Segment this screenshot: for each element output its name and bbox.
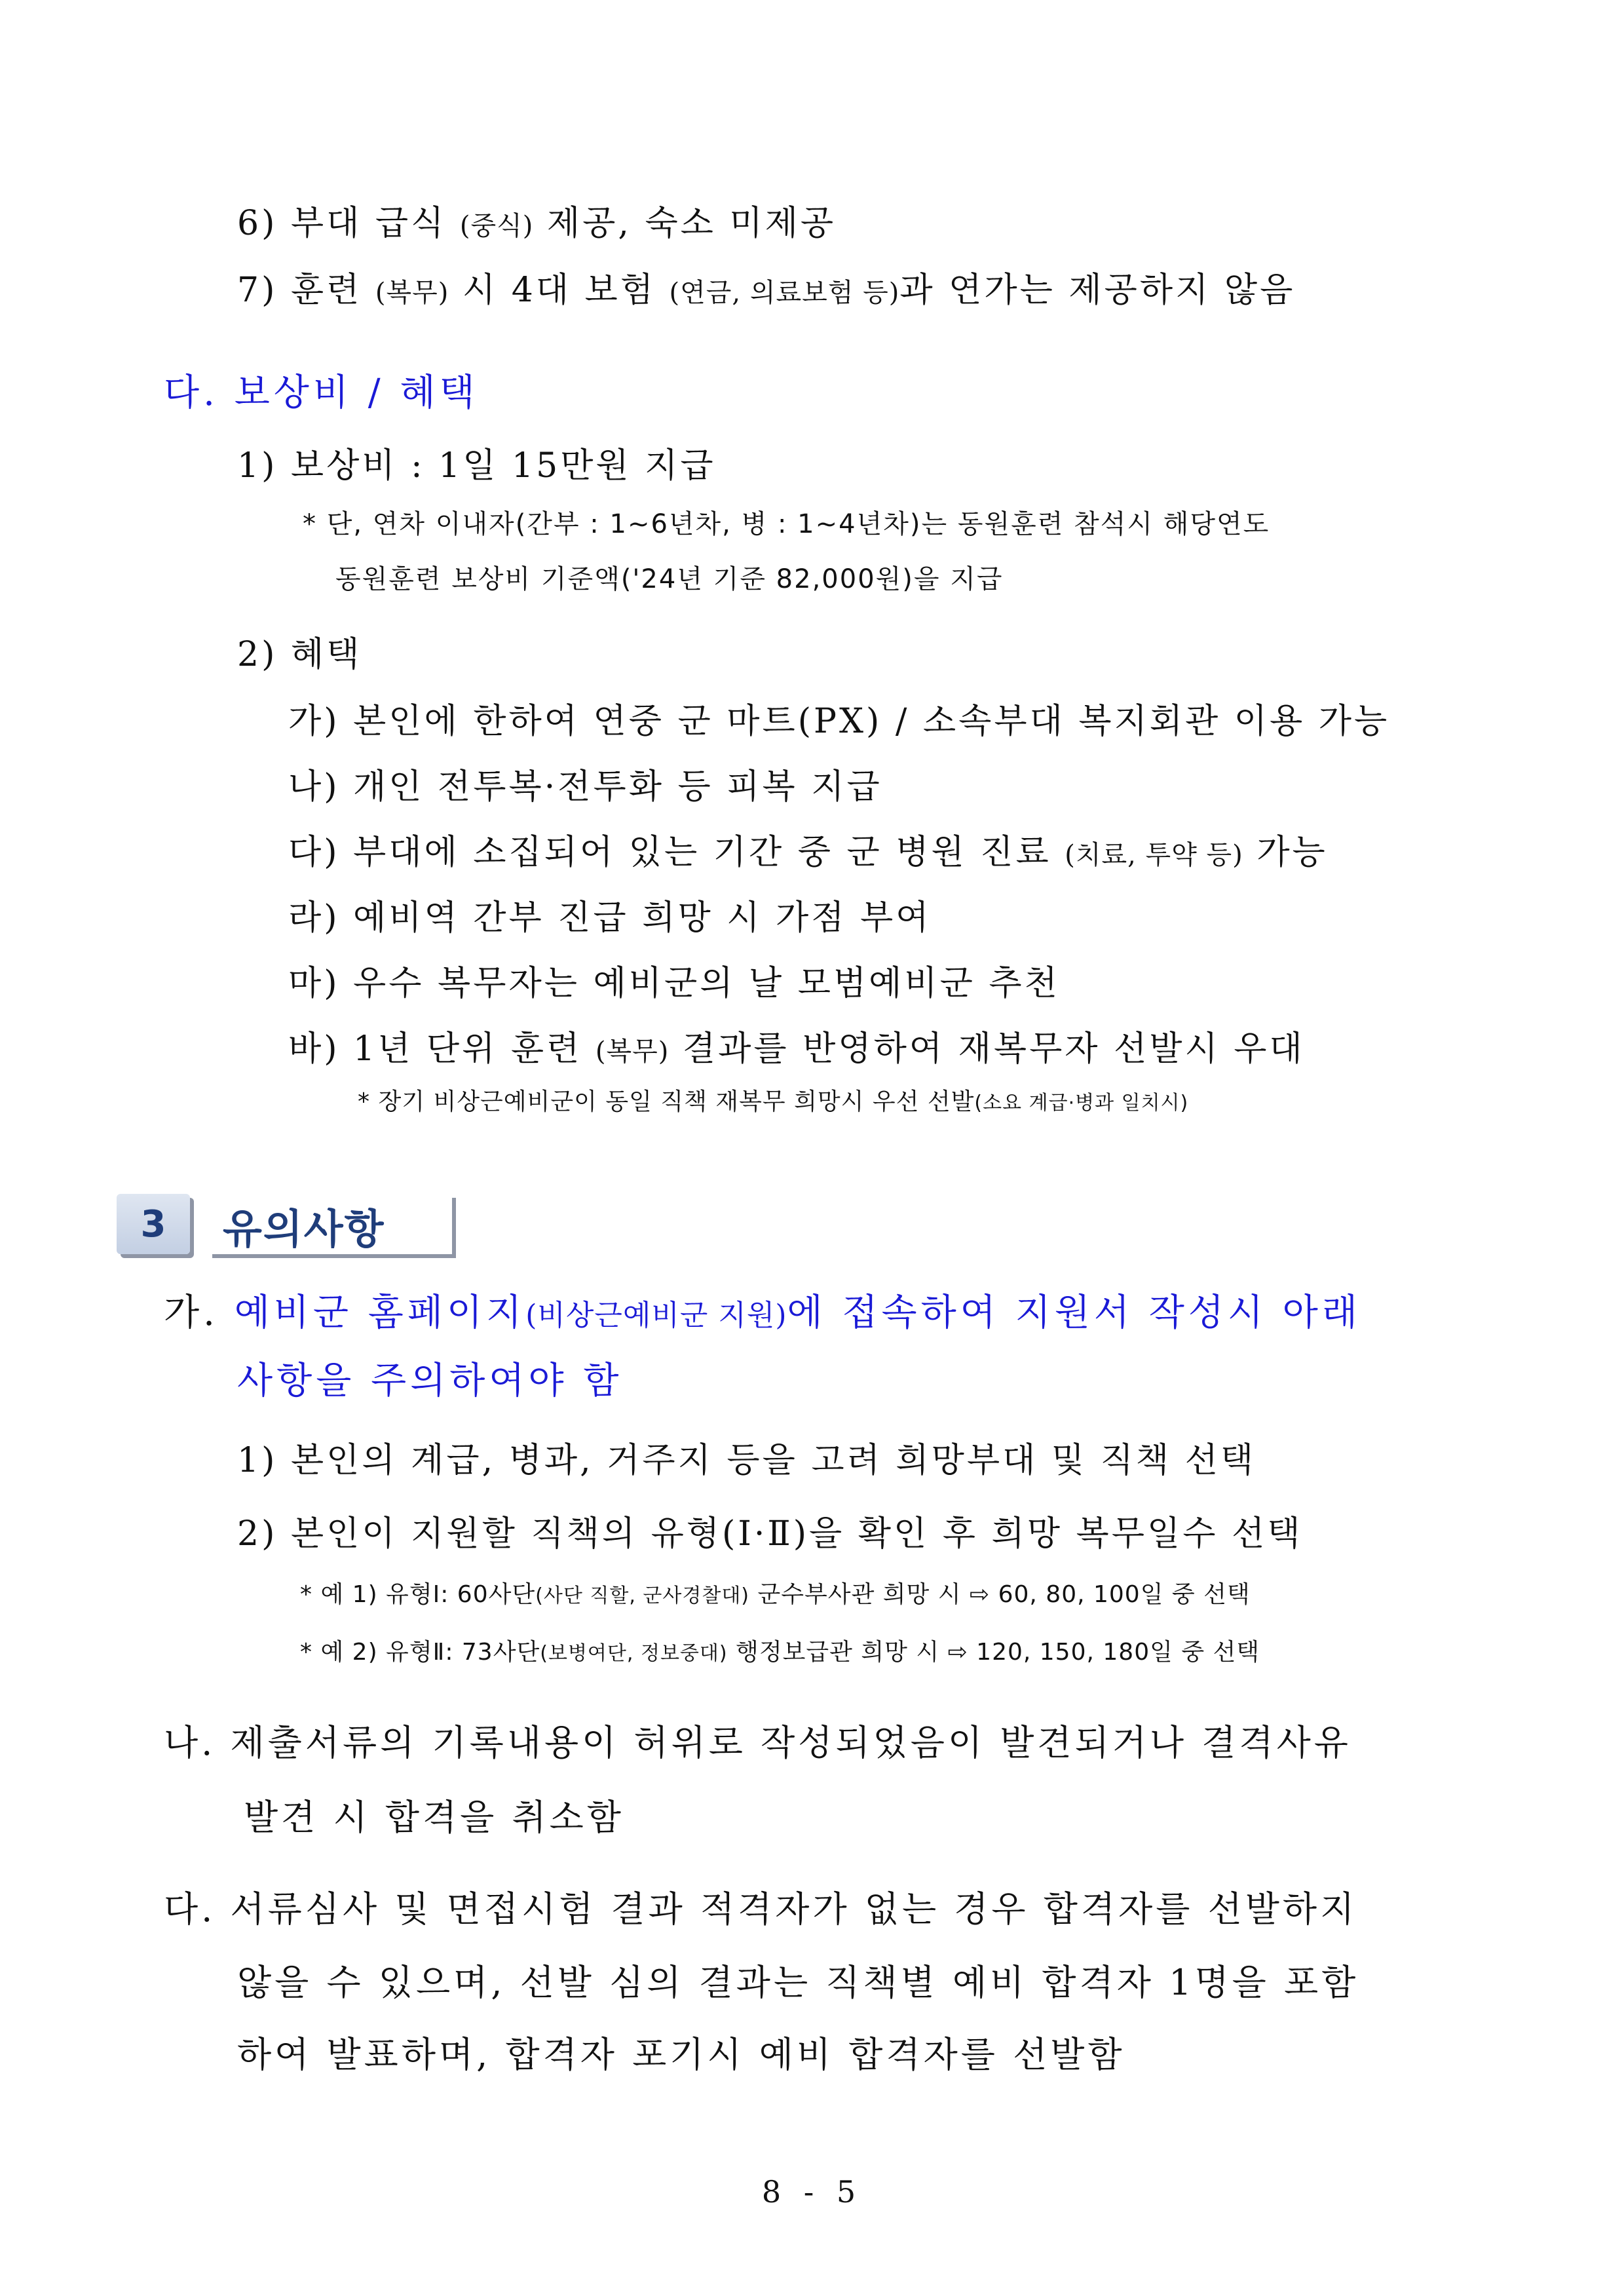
- pay-note-line2: 동원훈련 보상비 기준액('24년 기준 82,000원)을 지급: [335, 564, 1004, 594]
- caution-b-line1: 나. 제출서류의 기록내용이 허위로 작성되었음이 발견되거나 결격사유: [164, 1722, 1351, 1763]
- caution-a-main: 예비군 홈페이지: [234, 1292, 526, 1334]
- benefit-d: 라) 예비역 간부 진급 희망 시 가점 부여: [288, 898, 932, 938]
- pay-item: 1) 보상비 : 1일 15만원 지급: [237, 446, 716, 486]
- compensation-heading: 다. 보상비 / 혜택: [164, 372, 479, 414]
- benefit-f-rest: 결과를 반영하여 재복무자 선발시 우대: [669, 1029, 1305, 1069]
- page-number: 8 - 5: [761, 2174, 863, 2210]
- caution-b-line2: 발견 시 합격을 취소함: [244, 1797, 624, 1838]
- example-2-main: * 예 2) 유형Ⅱ: 73사단: [300, 1639, 540, 1666]
- item-7-rest: 과 연가는 제공하지 않음: [899, 271, 1296, 310]
- example-1-main: * 예 1) 유형Ⅰ: 60사단: [300, 1581, 536, 1608]
- benefit-b: 나) 개인 전투복·전투화 등 피복 지급: [288, 767, 882, 807]
- benefit-f-main: 바) 1년 단위 훈련: [288, 1029, 595, 1069]
- example-2-paren: (보병여단, 정보중대): [540, 1642, 728, 1665]
- item-6-rest: 제공, 숙소 미제공: [533, 204, 837, 243]
- benefit-f-note-paren: (소요 계급·병과 일치시): [974, 1092, 1189, 1115]
- caution-c-line2: 않을 수 있으며, 선발 심의 결과는 직책별 예비 합격자 1명을 포함: [237, 1962, 1359, 2003]
- section-number-badge: 3: [117, 1194, 190, 1254]
- benefit-heading: 2) 혜택: [237, 635, 362, 674]
- item-7-mid: 시 4대 보험: [449, 271, 670, 310]
- benefit-c-main: 다) 부대에 소집되어 있는 기간 중 군 병원 진료: [288, 833, 1065, 872]
- benefit-f-note-main: * 장기 비상근예비군이 동일 직책 재복무 희망시 우선 선발: [358, 1088, 975, 1115]
- caution-c-line1: 다. 서류심사 및 면접시험 결과 적격자가 없는 경우 합격자를 선발하지: [164, 1888, 1358, 1930]
- caution-a-paren: (비상근예비군 지원): [525, 1299, 787, 1332]
- caution-c-line3: 하여 발표하며, 합격자 포기시 예비 합격자를 선발함: [237, 2034, 1125, 2075]
- example-1-rest: 군수부사관 희망 시 ⇨ 60, 80, 100일 중 선택: [749, 1581, 1251, 1608]
- benefit-f-paren: (복무): [595, 1037, 670, 1067]
- caution-a-item1: 1) 본인의 계급, 병과, 거주지 등을 고려 희망부대 및 직책 선택: [237, 1441, 1256, 1480]
- benefit-c-paren: (치료, 투약 등): [1065, 840, 1243, 870]
- item-7-main: 7) 훈련: [237, 271, 375, 310]
- item-7-paren1: (복무): [375, 278, 449, 308]
- caution-example-2: [300, 1638, 1260, 1666]
- pay-note-line1: * 단, 연차 이내자(간부 : 1∼6년차, 병 : 1∼4년차)는 동원훈련 참석시 해당연도: [303, 509, 1270, 539]
- benefit-f: [288, 1029, 1305, 1069]
- benefit-c: [288, 832, 1328, 873]
- benefit-c-rest: 가능: [1243, 833, 1328, 872]
- caution-example-1: [300, 1580, 1251, 1609]
- caution-a-rest: 에 접속하여 지원서 작성시 아래: [787, 1292, 1361, 1334]
- caution-a-prefix: 가.: [164, 1292, 235, 1334]
- benefit-a: 가) 본인에 한하여 연중 군 마트(PX) / 소속부대 복지회관 이용 가능: [288, 702, 1390, 741]
- item-7-paren2: (연금, 의료보험 등): [669, 278, 900, 308]
- item-6-paren: (중식): [459, 211, 534, 241]
- item-6: [237, 203, 836, 244]
- benefit-e: 마) 우수 복무자는 예비군의 날 모범예비군 추천: [288, 964, 1060, 1003]
- caution-a-line2: 사항을 주의하여야 함: [237, 1360, 623, 1402]
- benefit-f-note: [358, 1088, 1188, 1116]
- section-title: 유의사항: [223, 1205, 385, 1253]
- item-7: [237, 270, 1295, 311]
- example-2-rest: 행정보급관 희망 시 ⇨ 120, 150, 180일 중 선택: [727, 1639, 1260, 1666]
- caution-a-line1: [164, 1291, 1361, 1335]
- example-1-paren: (사단 직할, 군사경찰대): [535, 1584, 750, 1607]
- caution-a-item2: 2) 본인이 지원할 직책의 유형(Ⅰ·Ⅱ)을 확인 후 희망 복무일수 선택: [237, 1514, 1303, 1554]
- item-6-main: 6) 부대 급식: [237, 204, 460, 243]
